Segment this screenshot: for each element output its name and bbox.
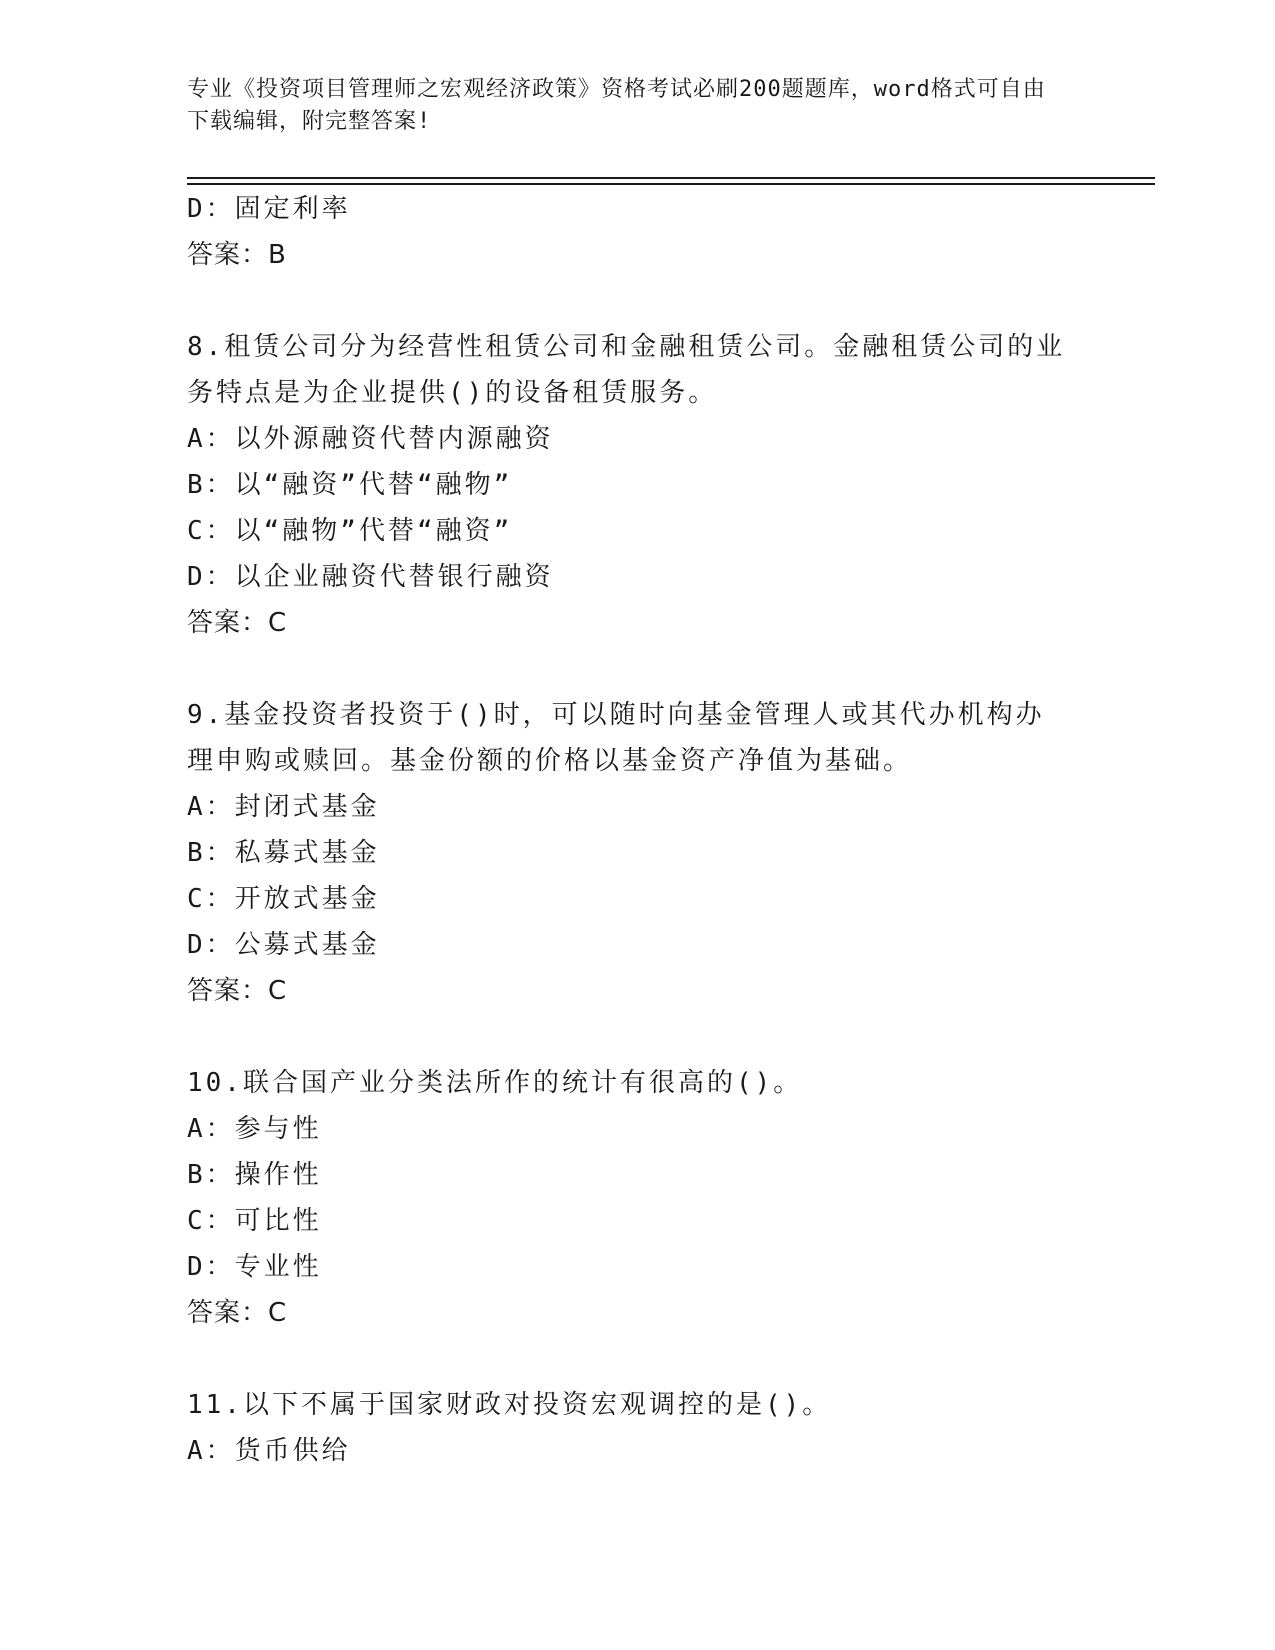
answer: 答案：C [187,1298,288,1328]
option-a: A：货币供给 [187,1436,351,1466]
header-rule-top [187,177,1155,179]
question-9 [187,692,1067,1014]
answer: 答案：B [187,240,287,270]
option-d: D：固定利率 [187,194,351,224]
document-header: 专业《投资项目管理师之宏观经济政策》资格考试必刷200题题库，word格式可自由下载编辑，附完整答案! [187,77,1046,134]
question-stem: 10.联合国产业分类法所作的统计有很高的()。 [187,1068,803,1098]
option-d: D：以企业融资代替银行融资 [187,562,554,592]
answer: 答案：C [187,608,288,638]
question-stem: 8.租赁公司分为经营性租赁公司和金融租赁公司。金融租赁公司的业务特点是为企业提供()的设备租赁服务。 [187,332,1066,408]
option-a: A：封闭式基金 [187,792,380,822]
spacer [187,1014,1067,1060]
question-8 [187,324,1067,646]
option-c: C：可比性 [187,1206,322,1236]
option-b: B：以“融资”代替“融物” [187,470,513,500]
question-stem: 9.基金投资者投资于()时，可以随时向基金管理人或其代办机构办理申购或赎回。基金份额的价格以基金资产净值为基础。 [187,700,1045,776]
option-a: A：参与性 [187,1114,322,1144]
option-c: C：开放式基金 [187,884,380,914]
document-body [187,186,1067,1474]
option-d: D：公募式基金 [187,930,380,960]
option-d: D：专业性 [187,1252,322,1282]
header-rule-bottom [187,183,1155,185]
spacer [187,646,1067,692]
option-b: B：操作性 [187,1160,322,1190]
question-11 [187,1382,1067,1474]
option-b: B：私募式基金 [187,838,380,868]
answer: 答案：C [187,976,288,1006]
option-c: C：以“融物”代替“融资” [187,516,513,546]
spacer [187,1336,1067,1382]
option-a: A：以外源融资代替内源融资 [187,424,554,454]
question-10 [187,1060,1067,1336]
spacer [187,278,1067,324]
question-stem: 11.以下不属于国家财政对投资宏观调控的是()。 [187,1390,832,1420]
